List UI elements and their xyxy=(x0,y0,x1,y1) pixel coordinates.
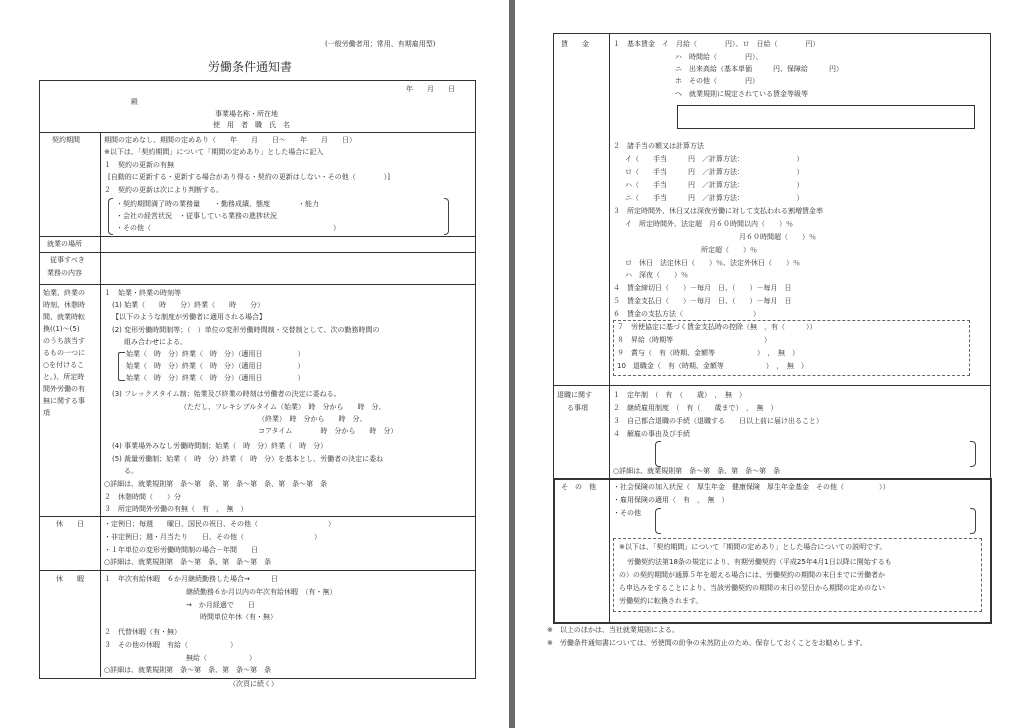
holidays-line: ・１年単位の変形労働時間制の場合－年間 日 xyxy=(104,546,258,554)
holidays-line: ○詳細は、就業規則第 条～第 条、第 条～第 条 xyxy=(104,558,272,566)
wage-line: ３ 所定時間外、休日又は深夜労働に対して支払われる割増賃金率 xyxy=(613,207,823,215)
wage-line: ４ 賃金締切日（ ）－毎月 日、（ ）－毎月 日 xyxy=(613,284,792,292)
row-divider xyxy=(39,132,475,133)
hours-line: （終業） 時 分から 時 分、 xyxy=(258,415,367,423)
addressee-suffix: 殿 xyxy=(131,98,138,106)
wage-line: へ 就業規則に規定されている賃金等級等 xyxy=(675,90,808,98)
wage-line: 所定超（ ）％ xyxy=(701,246,757,254)
leave-label: 休 暇 xyxy=(56,575,84,583)
hours-line: 始業（ 時 分）終業（ 時 分）（適用日 ） xyxy=(126,374,305,382)
row-divider xyxy=(39,570,475,571)
hours-label: 始業、終業の xyxy=(43,289,85,297)
document-page-2 xyxy=(515,0,1024,728)
employer-name-address: 事業場名称・所在地 xyxy=(215,110,278,118)
wage-line: ニ（ 手当 円 ／計算方法： ） xyxy=(625,194,804,202)
hours-line: る。 xyxy=(124,467,138,475)
other-line: ・その他 xyxy=(613,509,641,517)
hours-label: 間外労働の有 xyxy=(43,385,85,393)
retire-line: ○詳細は、就業規則第 条～第 条、第 条～第 条 xyxy=(613,467,781,475)
hours-line: (4) 事業場外みなし労働時間制；始業（ 時 分）終業（ 時 分） xyxy=(112,442,328,450)
hours-label: 換((1)～(5) xyxy=(43,325,80,333)
continued-note: （次頁に続く） xyxy=(229,680,278,688)
hours-line: (2) 変形労働時間制等；（ ）単位の変形労働時間制・交替制として、次の勤務時間の xyxy=(112,326,380,334)
explanation-line: ら申込みをすることにより、当該労働契約の期間の末日の翌日から期間の定めのない xyxy=(619,584,885,592)
wage-line: ９ 賞与（ 有（時期、金額等 ） ， 無 ） xyxy=(617,349,799,357)
hours-line: 始業（ 時 分）終業（ 時 分）（適用日 ） xyxy=(126,362,305,370)
contract-line: ※以下は、「契約期間」について「期間の定めあり」とした場合に記入 xyxy=(104,148,324,156)
hours-line: ３ 所定時間外労働の有無（ 有 ， 無 ） xyxy=(104,505,248,513)
form-type-note: (一般労働者用；常用、有期雇用型) xyxy=(325,40,436,48)
issue-date: 年 月 日 xyxy=(406,85,455,93)
wage-line: イ 所定時間外、法定超 月６０時間以内（ ）％ xyxy=(625,220,793,228)
row-divider xyxy=(39,516,475,517)
leave-line: 時間単位年休（有・無） xyxy=(200,613,277,621)
duties-label: 従事すべき xyxy=(50,256,85,264)
holidays-line: ・定例日；毎週 曜日、国民の祝日、その他（ ） xyxy=(104,520,335,528)
explanation-line: の）の契約期間が通算５年を超える場合には、労働契約の期間の末日までに労働者か xyxy=(619,571,885,579)
wage-line: ５ 賃金支払日（ ）－毎月 日、（ ）－毎月 日 xyxy=(613,297,792,305)
bracket-right xyxy=(970,441,976,467)
hours-line: (5) 裁量労働制；始業（ 時 分）終業（ 時 分）を基本とし、労働者の決定に委ね xyxy=(112,455,384,463)
wage-grade-input-box[interactable] xyxy=(677,105,975,129)
bracket-left xyxy=(108,198,113,235)
footnote: ※ 以上のほかは、当社就業規則による。 xyxy=(547,626,679,634)
wage-line: ハ 深夜（ ）％ xyxy=(625,271,688,279)
contract-line: [自動的に更新する・更新する場合があり得る・契約の更新はしない・その他（ ）] xyxy=(108,173,390,181)
hours-label: ○を付けるこ xyxy=(43,361,85,369)
wage-line: ６ 賃金の支払方法（ ） xyxy=(613,310,760,318)
hours-label: と。)、所定時 xyxy=(43,373,85,381)
bracket-right xyxy=(444,198,449,235)
other-line: ・社会保険の加入状況（ 厚生年金 健康保険 厚生年金基金 その他（ ）） xyxy=(613,483,890,491)
duties-label: 業務の内容 xyxy=(47,269,82,277)
wage-line: ８ 昇給（時期等 ） xyxy=(617,336,771,344)
wage-line: 月６０時間超（ ）％ xyxy=(739,233,816,241)
hours-label: 項 xyxy=(43,409,50,417)
explanation-line: 労働契約に転換されます。 xyxy=(619,597,703,605)
bracket-left xyxy=(655,508,661,534)
leave-line: ３ その他の休暇 有給（ ） xyxy=(104,641,237,649)
retire-line: ４ 解雇の事由及び手続 xyxy=(613,430,690,438)
contract-line: ・契約期間満了時の業務量 ・勤務成績、態度 ・能力 xyxy=(116,200,319,208)
hours-line: 組み合わせによる。 xyxy=(124,338,187,346)
explanation-line: 労働契約法第18条の規定により、有期労働契約（平成25年4月1日以降に開始するも xyxy=(627,558,892,566)
row-divider xyxy=(39,236,475,237)
label-column-divider xyxy=(100,132,101,677)
wage-line: イ（ 手当 円 ／計算方法： ） xyxy=(625,155,804,163)
leave-line: ２ 代替休暇（有・無） xyxy=(104,628,181,636)
retire-line: １ 定年制 （ 有 （ 歳） ， 無 ） xyxy=(613,391,746,399)
leave-line: 継続勤務６か月以内の年次有給休暇 （有・無） xyxy=(186,588,337,596)
contract-line: ・会社の経営状況 ・従事している業務の進捗状況 xyxy=(116,212,277,220)
wage-line: １ 基本賃金 イ 月給（ 円）、ロ 日給（ 円） xyxy=(613,40,820,48)
hours-label: 時刻、休憩時 xyxy=(43,301,85,309)
wage-line: ロ 休日 法定休日（ ）％、法定外休日（ ）％ xyxy=(625,259,800,267)
contract-line: 期間の定めなし、期間の定めあり（ 年 月 日～ 年 月 日） xyxy=(104,136,356,144)
wage-line: ハ（ 手当 円 ／計算方法： ） xyxy=(625,181,804,189)
row-divider xyxy=(39,284,475,285)
hours-label: るもの一つに xyxy=(43,349,85,357)
workplace-label: 就業の場所 xyxy=(47,240,82,248)
footnote: ※ 労働条件通知書については、労使間の紛争の未然防止のため、保存しておくことをお勧めします。 xyxy=(547,639,867,647)
wage-line: ハ 時間給（ 円）、 xyxy=(675,53,763,61)
bracket-right xyxy=(970,508,976,534)
hours-line: ○詳細は、就業規則第 条～第 条、第 条～第 条、第 条～第 条 xyxy=(104,480,328,488)
hours-label: のうち該当す xyxy=(43,337,85,345)
wage-line: 10 退職金（ 有（時期、金額等 ） ， 無 ） xyxy=(617,362,808,370)
contract-line: ・その他（ ） xyxy=(116,224,340,232)
hours-line: 【以下のような制度が労働者に適用される場合】 xyxy=(112,313,266,321)
other-label: そ の 他 xyxy=(561,483,596,491)
retire-label: 退職に関す xyxy=(557,391,592,399)
leave-line: → か月経過で 日 xyxy=(186,601,255,609)
retire-line: ２ 継続雇用制度 （ 有（ 歳まで） ， 無 ） xyxy=(613,404,778,412)
wage-line: ニ 出来高給（基本単価 円、保障給 円） xyxy=(675,65,843,73)
hours-line: コアタイム 時 分から 時 分） xyxy=(258,427,398,435)
hours-line: （ただし、フレキシブルタイム（始業） 時 分から 時 分、 xyxy=(180,403,386,411)
hours-line: 始業（ 時 分）終業（ 時 分）（適用日 ） xyxy=(126,350,305,358)
retire-line: ３ 自己都合退職の手続（退職する 日以上前に届け出ること） xyxy=(613,417,823,425)
wage-line: ロ（ 手当 円 ／計算方法： ） xyxy=(625,168,804,176)
hours-label: 無に関する事 xyxy=(43,397,85,405)
leave-line: １ 年次有給休暇 ６か月継続勤務した場合→ 日 xyxy=(104,575,278,583)
explanation-line: ※以下は、「契約期間」について「期間の定めあり」とした場合についての説明です。 xyxy=(619,543,887,551)
hours-line: ２ 休憩時間（ ）分 xyxy=(104,493,181,501)
shift-bracket xyxy=(118,352,125,381)
wage-line: ホ その他（ 円） xyxy=(675,77,759,85)
wage-label: 賃 金 xyxy=(561,40,589,48)
wage-line: ２ 諸手当の額又は計算方法 xyxy=(613,142,704,150)
contract-line: １ 契約の更新の有無 xyxy=(104,161,174,169)
contract-period-label: 契約期間 xyxy=(52,136,80,144)
holidays-line: ・非定例日；週・月当たり 日、その他（ ） xyxy=(104,533,321,541)
row-divider xyxy=(39,252,475,253)
hours-line: (3) フレックスタイム制；始業及び終業の時刻は労働者の決定に委ねる。 xyxy=(112,390,341,398)
row-divider xyxy=(553,385,990,386)
leave-line: ○詳細は、就業規則第 条～第 条、第 条～第 条 xyxy=(104,666,272,674)
wage-line: ７ 労使協定に基づく賃金支払時の控除（無 ，有（ ）） xyxy=(617,323,817,331)
document-title: 労働条件通知書 xyxy=(208,60,293,74)
contract-line: ２ 契約の更新は次により判断する。 xyxy=(104,186,223,194)
hours-line: (1) 始業（ 時 分）終業（ 時 分） xyxy=(112,301,265,309)
leave-line: 無給（ ） xyxy=(186,654,256,662)
document-page-1 xyxy=(0,0,509,728)
bracket-left xyxy=(655,441,661,467)
holidays-label: 休 日 xyxy=(56,520,84,528)
hours-line: １ 始業・終業の時刻等 xyxy=(104,289,181,297)
retire-label: る事項 xyxy=(567,404,588,412)
other-line: ・雇用保険の適用（ 有 ， 無 ） xyxy=(613,496,729,504)
hours-label: 間、就業時転 xyxy=(43,313,85,321)
employer-representative: 使 用 者 職 氏 名 xyxy=(213,121,290,129)
